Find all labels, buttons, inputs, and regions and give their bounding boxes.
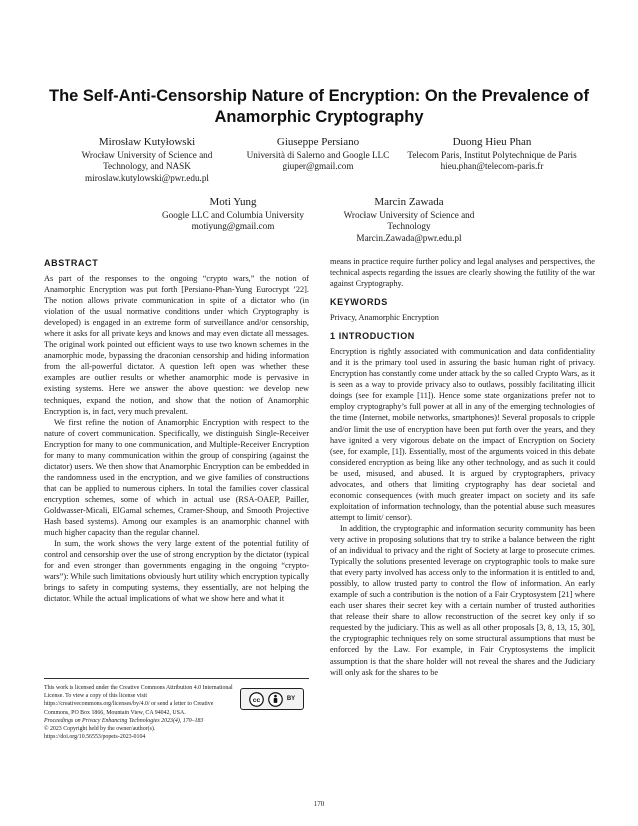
author-affiliation: Università di Salerno and Google LLC (246, 150, 390, 160)
page-footer (44, 678, 309, 741)
keywords-text: Privacy, Anamorphic Encryption (330, 313, 439, 323)
author-block (148, 196, 318, 233)
copyright-line: © 2023 Copyright held by the owner/author(s). (44, 726, 156, 733)
keywords-heading: KEYWORDS (330, 297, 388, 308)
author-email: miroslaw.kutylowski@pwr.edu.pl (85, 172, 209, 183)
author-name: Duong Hieu Phan (452, 136, 532, 148)
author-affiliation: Wrocław University of Science and Technology, and NASK (81, 150, 213, 172)
author-email: giuper@gmail.com (282, 161, 354, 172)
cc-icon (249, 692, 264, 707)
author-affiliation: Google LLC and Columbia University (162, 210, 304, 220)
license-text: This work is licensed under the Creative Commons Attribution 4.0 International License. To view a copy of this license visit https://creativecommons.org/licenses/by/4.0/ or send a letter to Creative Commons, PO Box 1866, Mountain View, CA 94042, USA. (44, 685, 233, 716)
author-name: Marcin Zawada (374, 196, 444, 208)
author-affiliation: Telecom Paris, Institut Polytechnique de Paris (407, 150, 577, 160)
attribution-person-icon (268, 692, 283, 707)
author-name: Moti Yung (209, 196, 257, 208)
introduction-paragraph: In addition, the cryptographic and information security community has been very active in proposing solutions that try to strike a balance between the right of an individual to privacy and the right of Society at large to prosecute crimes. Typically the solutions presented leverage on cryptographic tools to make sure that every party involved has access only to the information it is entitled to and, possibly, to allow trusted party to control the flow of information. An early example of such a contribution is the notion of a Fair Cryptosystem [21] where each user shares their secret key with a certain number of trusted authorities that release their share to allow reconstruction of the secret key only if so requested by the judiciary. This as well as all other proposals [3, 8, 13, 15, 30], the cryptographic techniques rely on some structural assumptions that must be enforced by the Law. For example, in Fair Cryptosystems the implicit assumption is that the share holder will not reveal the shares and the Judiciary will only ask for the shares to be (330, 523, 595, 677)
right-column (330, 256, 595, 678)
author-email: Marcin.Zawada@pwr.edu.pl (356, 232, 462, 243)
author-email: hieu.phan@telecom-paris.fr (440, 161, 544, 172)
abstract-paragraph: As part of the responses to the ongoing “crypto wars,” the notion of Anamorphic Encryption was put forth [Persiano-Phan-Yung Eurocrypt ’22]. The notion allows private communication in spite of a dictator who (in violation of the usual normative conditions under which Cryptography is developed) is engaged in an extreme form of surveillance and/or censorship, where it asks for all private keys and knows and may even dictate all messages. The original work pointed out efficient ways to use two known schemes in the anamorphic mode, bypassing the draconian censorship and hiding information from the all-powerful dictator. A question left open was whether these examples are outlier results or whether anamorphic mode is pervasive in existing systems. Here we answer the above question: we develop new techniques, expand the notion, and show that the notion of Anamorphic Encryption is, in fact, very much prevalent. (44, 274, 309, 416)
abstract-paragraph: We first refine the notion of Anamorphic Encryption with respect to the nature of covert communication. Specifically, we distinguish Single-Receiver Encryption for many to one communication, and Multiple-Receiver Encryption for many to many communication within the group of conspiring (against the dictator) users. We then show that Anamorphic Encryption can be embedded in the randomness used in the encryption, and we give families of constructions that can be applied to numerous ciphers. In total the families cover classical encryption schemes, some of which in actual use (RSA-OAEP, Pailler, Goldwasser-Micali, ElGamal schemes, Cramer-Shoup, and Smooth Projective Hash based systems). Among our examples is an anamorphic channel with much higher capacity than the regular channel. (44, 417, 309, 538)
page-number: 170 (313, 800, 325, 808)
cc-by-label: BY (286, 695, 296, 702)
author-name: Giuseppe Persiano (276, 136, 360, 148)
cc-license-badge[interactable] (240, 688, 304, 710)
author-block (236, 136, 400, 173)
doi-link[interactable]: https://doi.org/10.56553/popets-2023-0104 (44, 734, 146, 741)
author-block (324, 196, 494, 244)
proceedings-line: Proceedings on Privacy Enhancing Technologies 2023(4), 170–183 (44, 717, 204, 724)
footer-divider (44, 678, 309, 679)
author-block (404, 136, 580, 173)
abstract-paragraph: In sum, the work shows the very large extent of the potential futility of control and censorship over the use of strong encryption by the dictator (typical for and even stronger than governments engaging in the ongoing “crypto-wars”): While such limitations obviously hurt utility which encryption typically brings to safety in computing systems, they essentially, are not helping the dictator. While the actual implications of what we show here and what it (44, 539, 309, 604)
left-column (44, 256, 309, 604)
author-block (64, 136, 230, 184)
author-affiliation: Wrocław University of Science and Technology (343, 210, 475, 232)
abstract-heading: ABSTRACT (44, 258, 99, 268)
author-name: Mirosław Kutyłowski (98, 136, 196, 148)
svg-text:cc: cc (252, 696, 261, 704)
abstract-continuation: means in practice require further policy and legal analyses and perspectives, the technical aspects regarding the issues are clearly showing the futility of the war against Cryptography. (330, 257, 595, 289)
paper-title: The Self-Anti-Censorship Nature of Encryption: On the Prevalence of Anamorphic Cryptography (49, 87, 589, 126)
introduction-paragraph: Encryption is rightly associated with communication and data confidentiality and it is the primary tool used in assuring the basic human right of privacy. Encryption has constantly come under attack by the so called Crypto Wars, as it is seen as a way to provide privacy also to outlaws, possibly facilitating illicit doings (see for example [11]). Hence some state organizations prefer not to employ cryptography’s full power at all in any of the emerging technologies of the time (Internet, mobile networks, smartphones)! Several proposals to cripple and/or limit the use of encryption have been put forth over the years, and they have ignited a very vigorous debate on the impact of Encryption on Society (see, for example, [1]). Essentially, most of the arguments voiced in this debate considered encryption as being like any other technology, and as such it could be used, misused, and abused. It is argued by cryptographers, privacy advocates, and others that limiting cryptography has dear societal and economic consequences (with much greater impact on society and its safe exploitation of information technology, than the potential abuse such measures attempt to limit/ censor). (330, 347, 595, 522)
author-email: motiyung@gmail.com (191, 221, 275, 232)
introduction-heading: 1 INTRODUCTION (330, 331, 415, 342)
